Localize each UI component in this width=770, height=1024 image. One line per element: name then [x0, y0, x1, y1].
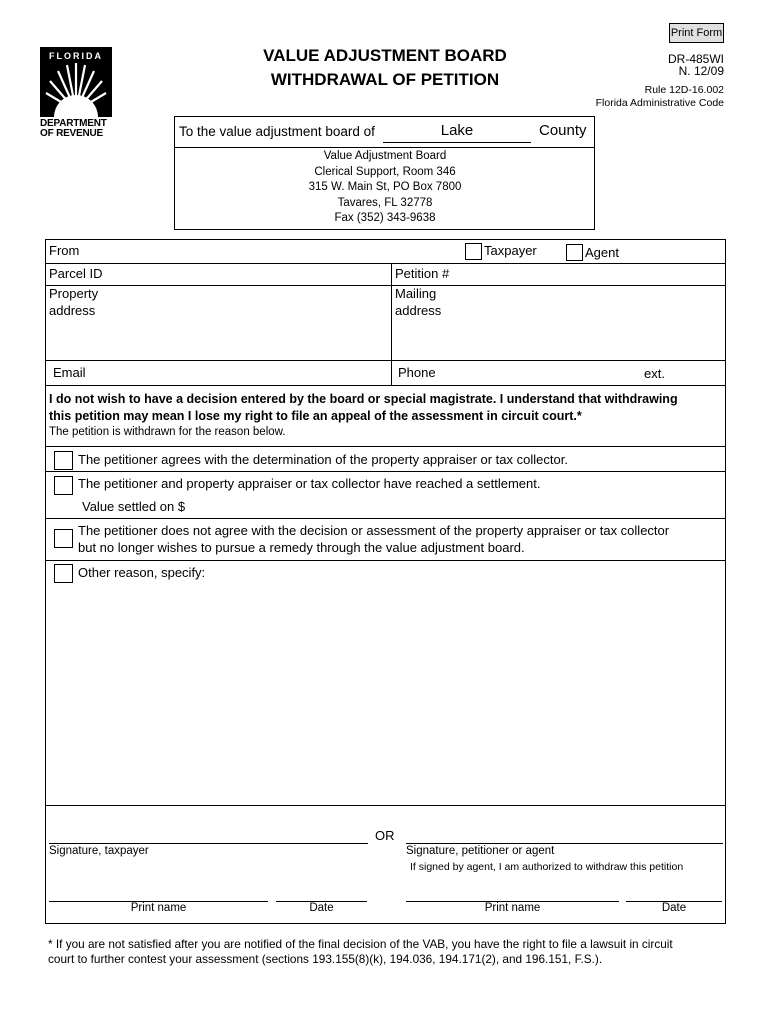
- board-divider: [174, 147, 595, 148]
- mailing-address-label-1: Mailing: [395, 286, 437, 301]
- print-name-agent-label: Print name: [484, 902, 541, 914]
- row-line: [45, 385, 726, 386]
- reason-agree-checkbox[interactable]: [54, 451, 73, 470]
- parcel-id-label: Parcel ID: [49, 266, 103, 281]
- agent-label: Agent: [585, 245, 619, 260]
- ext-label: ext.: [644, 366, 665, 381]
- sig-taxpayer-line: [49, 843, 368, 844]
- logo-dept-line2: OF REVENUE: [40, 128, 104, 139]
- taxpayer-checkbox[interactable]: [465, 243, 482, 260]
- main-form-box: [45, 239, 726, 924]
- reason-settlement-label: The petitioner and property appraiser or tax collector have reached a settlement.: [78, 476, 541, 491]
- or-label: OR: [375, 828, 395, 843]
- reason-other-checkbox[interactable]: [54, 564, 73, 583]
- sig-taxpayer-label: Signature, taxpayer: [49, 845, 149, 857]
- address-line: Tavares, FL 32778: [337, 196, 433, 209]
- address-line: Clerical Support, Room 346: [314, 165, 456, 178]
- county-label: County: [539, 122, 587, 139]
- sig-agent-label: Signature, petitioner or agent: [406, 845, 555, 857]
- form-revision: N. 12/09: [678, 64, 724, 78]
- reason-settlement-checkbox[interactable]: [54, 476, 73, 495]
- property-address-label-2: address: [49, 303, 96, 318]
- reason-other-label: Other reason, specify:: [78, 565, 206, 580]
- property-address-label-1: Property: [49, 286, 99, 301]
- address-line: Value Adjustment Board: [323, 150, 447, 162]
- footer-note-line2: court to further contest your assessment (sections 193.155(8)(k), 194.036, 194.171(2), and 196.151, F.S.).: [48, 952, 603, 966]
- row-line: [45, 560, 726, 561]
- row-line: [45, 471, 726, 472]
- county-input[interactable]: Lake: [440, 122, 474, 139]
- admin-code: Florida Administrative Code: [595, 97, 724, 109]
- sun-icon: [40, 47, 112, 117]
- from-label: From: [49, 243, 80, 258]
- florida-dor-logo: [40, 47, 112, 137]
- value-settled-label: Value settled on $: [82, 499, 186, 514]
- date-taxpayer-label: Date: [309, 902, 334, 914]
- county-underline: [383, 142, 531, 143]
- to-board-label: To the value adjustment board of: [179, 124, 375, 139]
- sig-agent-line: [406, 843, 723, 844]
- row-line: [45, 518, 726, 519]
- print-name-taxpayer-label: Print name: [130, 902, 187, 914]
- footer-note-line1: * If you are not satisfied after you are notified of the final decision of the VAB, you have the right to file a lawsuit in circuit: [48, 937, 673, 951]
- row-line: [45, 285, 726, 286]
- print-form-button[interactable]: Print Form: [669, 23, 724, 43]
- petition-number-label: Petition #: [395, 266, 450, 281]
- reason-disagree-checkbox[interactable]: [54, 529, 73, 548]
- agent-authorization-note: If signed by agent, I am authorized to withdraw this petition: [410, 861, 684, 873]
- reason-intro: The petition is withdrawn for the reason below.: [49, 426, 286, 438]
- address-line: Fax (352) 343-9638: [334, 212, 436, 224]
- reason-agree-label: The petitioner agrees with the determination of the property appraiser or tax collector.: [78, 452, 568, 467]
- row-line: [45, 805, 726, 806]
- form-number: DR-485WI: [667, 52, 724, 66]
- logo-dept-line1: DEPARTMENT: [40, 118, 107, 129]
- form-title-line1: VALUE ADJUSTMENT BOARD: [263, 46, 507, 65]
- row-line: [45, 360, 726, 361]
- date-agent-label: Date: [661, 902, 687, 914]
- statement-bold-line2: this petition may mean I lose my right to file an appeal of the assessment in circuit court.*: [49, 409, 582, 423]
- statement-bold-line1: I do not wish to have a decision entered by the board or special magistrate. I understand that withdrawing: [49, 392, 678, 406]
- reason-disagree-line1: The petitioner does not agree with the decision or assessment of the property appraiser or tax collector: [78, 523, 670, 538]
- agent-checkbox[interactable]: [566, 244, 583, 261]
- form-title-line2: WITHDRAWAL OF PETITION: [270, 70, 500, 89]
- taxpayer-label: Taxpayer: [484, 243, 537, 258]
- rule-number: Rule 12D-16.002: [644, 84, 724, 96]
- address-line: 315 W. Main St, PO Box 7800: [308, 181, 462, 193]
- board-address: [176, 149, 594, 227]
- row-line: [45, 263, 726, 264]
- logo-state-text: FLORIDA: [49, 51, 103, 61]
- column-divider: [391, 263, 392, 385]
- email-label: Email: [53, 365, 86, 380]
- mailing-address-label-2: address: [395, 303, 442, 318]
- row-line: [45, 446, 726, 447]
- phone-label: Phone: [398, 365, 436, 380]
- reason-disagree-line2: but no longer wishes to pursue a remedy through the value adjustment board.: [78, 540, 525, 555]
